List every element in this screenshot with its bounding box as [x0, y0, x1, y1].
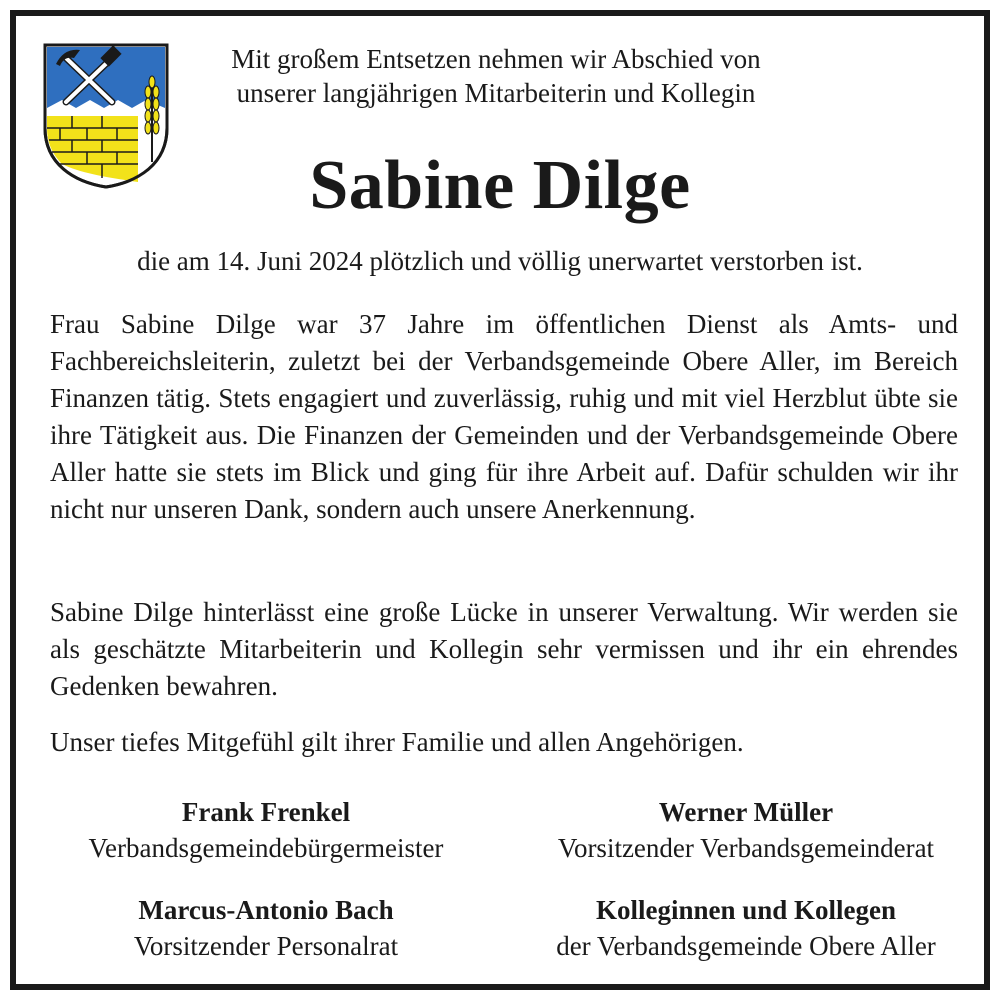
- death-line: die am 14. Juni 2024 plötzlich und völlig unerwartet verstorben ist.: [137, 246, 863, 276]
- signatory-2: [516, 794, 976, 866]
- intro-text: [176, 42, 816, 110]
- signatory-name: Werner Müller: [658, 797, 834, 827]
- signatory-name: Frank Frenkel: [181, 797, 351, 827]
- signatory-role: Verbandsgemeindebürgermeister: [88, 833, 444, 863]
- signatory-1: [36, 794, 496, 866]
- signatory-3: [36, 892, 496, 964]
- signatory-role: Vorsitzender Personalrat: [133, 931, 399, 961]
- intro-line-2: unserer langjährigen Mitarbeiterin und Kollegin: [236, 78, 756, 108]
- signatory-4: [516, 892, 976, 964]
- signatory-role: der Verbandsgemeinde Obere Aller: [556, 931, 936, 961]
- paragraph-loss: Sabine Dilge hinterlässt eine große Lücke in unserer Verwaltung. Wir werden sie als geschätzte Mitarbeiterin und Kollegin sehr vermissen und ihr ein ehrendes Gedenken bewahren.: [50, 597, 958, 701]
- signatory-role: Vorsitzender Verbandsgemeinderat: [557, 833, 935, 863]
- obituary-frame: [10, 10, 990, 990]
- signatory-name: Kolleginnen und Kollegen: [595, 895, 897, 925]
- paragraph-tribute: Frau Sabine Dilge war 37 Jahre im öffentlichen Dienst als Amts- und Fachbereichsleiterin, zuletzt bei der Verbandsgemeinde Obere Aller, im Bereich Finanzen tätig. Stets engagiert und zuverlässig, ruhig und mit viel Herzblut übte sie ihre Tätigkeit aus. Die Finanzen der Gemeinden und der Verbandsgemeinde Obere Aller hatte sie stets im Blick und ging für ihre Arbeit auf. Dafür schulden wir ihr nicht nur unseren Dank, sondern auch unsere Anerkennung.: [50, 309, 958, 524]
- paragraph-condolence: Unser tiefes Mitgefühl gilt ihrer Familie und allen Angehörigen.: [50, 727, 744, 757]
- signatory-name: Marcus-Antonio Bach: [138, 895, 394, 925]
- intro-line-1: Mit großem Entsetzen nehmen wir Abschied von: [231, 44, 761, 74]
- deceased-name: Sabine Dilge: [309, 147, 691, 224]
